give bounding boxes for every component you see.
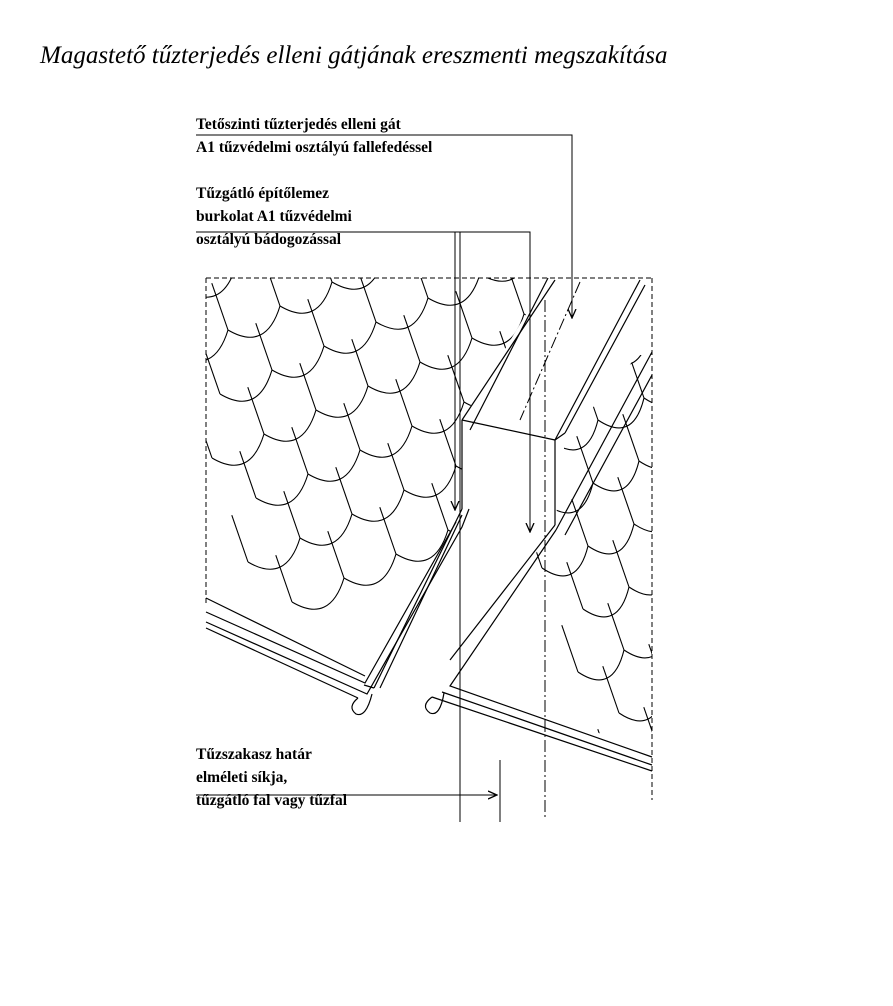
roof-tile [670, 606, 716, 636]
roof-tile [392, 170, 444, 201]
roof-tile [726, 458, 772, 488]
roof-tile [308, 450, 360, 481]
roof-tile-edge [700, 559, 716, 606]
roof-tile-edge [284, 491, 300, 538]
roof-tile-edge [396, 379, 412, 426]
roof-tile [236, 242, 288, 273]
roof-tile-edge [567, 562, 583, 609]
roof-tile-edge [588, 411, 604, 458]
roof-tile-edge [360, 275, 376, 322]
roof-tile-edge [587, 310, 603, 357]
roof-tile-edge [464, 227, 480, 274]
roof-tile-edge [256, 323, 272, 370]
roof-tile-edge [776, 159, 792, 206]
roof-tile [665, 669, 711, 699]
roof-tile [176, 330, 228, 361]
roof-tile [854, 518, 893, 548]
roof-tile-edge [659, 518, 675, 565]
roof-tile [736, 332, 782, 362]
roof-tile-edge [492, 395, 508, 442]
roof-tile [556, 34, 608, 65]
roof-tile [660, 732, 706, 762]
roof-tile-edge [690, 685, 706, 732]
roof-tile-edge [741, 600, 757, 647]
roof-tile [624, 628, 670, 658]
roof-tile-edge [715, 370, 731, 417]
roof-tile-edge [276, 555, 292, 602]
roof-tile-edge [332, 107, 348, 154]
roof-tile-edge [628, 91, 644, 138]
roof-tile-edge [612, 219, 628, 266]
roof-tile [256, 474, 308, 505]
roof-tile [547, 483, 593, 513]
roof-tile-edge [603, 666, 619, 713]
roof-tile-edge [884, 471, 893, 518]
roof-tile-edge [490, 417, 506, 464]
roof-tile-edge [124, 203, 140, 250]
roof-tile-edge [756, 411, 772, 458]
roof-tile [488, 186, 540, 217]
boundary-label-line-1: Tűzszakasz határ [196, 746, 312, 763]
roof-tile-edge [649, 644, 665, 691]
roof-tile [264, 410, 316, 441]
cladding-label-line-3: osztályú bádogozással [196, 231, 342, 248]
barrier-centerline [520, 282, 580, 818]
roof-tile [548, 98, 600, 129]
roof-tile [685, 417, 731, 447]
roof-tile-edge [572, 499, 588, 546]
roof-tile-edge [705, 496, 721, 543]
roof-tile-edge [524, 139, 540, 186]
roof-tile [504, 58, 556, 89]
roof-tile-edge [608, 603, 624, 650]
roof-tile-edge [500, 331, 516, 378]
roof-tile [296, 154, 348, 185]
roof-tile-edge [484, 459, 500, 506]
roof-tile [562, 294, 608, 324]
roof-tile-edge [708, 235, 724, 282]
right-roof-tiles [454, 159, 893, 784]
roof-tile-edge [692, 363, 708, 410]
roof-tile-edge [336, 467, 352, 514]
roof-tile [324, 322, 376, 353]
roof-tile [612, 370, 664, 401]
roof-tile-edge [562, 625, 578, 672]
roof-tile-edge [168, 243, 184, 290]
roof-tile-edge [828, 619, 844, 666]
roof-tile [706, 710, 752, 740]
roof-tile [352, 490, 404, 521]
roof-tile-edge [324, 171, 340, 218]
roof-tile-edge [684, 203, 700, 250]
roof-tile [404, 466, 456, 497]
roof-tile [772, 436, 818, 466]
roof-tile [500, 482, 552, 513]
roof-tile [695, 291, 741, 321]
roof-tile-edge [480, 99, 496, 146]
roof-tile-edge [420, 187, 436, 234]
roof-tile-edge [540, 11, 556, 58]
roof-tile-edge [328, 531, 344, 578]
roof-tile [619, 691, 665, 721]
roof-tile-edge [448, 355, 464, 402]
roof-tile-edge [848, 367, 864, 414]
roof-tile-edge [292, 427, 308, 474]
roof-tile [823, 351, 869, 381]
roof-tile-edge [376, 147, 392, 194]
roof-tile [711, 647, 757, 677]
roof-tile [584, 202, 636, 233]
roof-tile-edge [802, 389, 818, 436]
roof-tile [332, 258, 384, 289]
roof-tile [639, 439, 685, 469]
roof-tile [592, 138, 644, 169]
roof-tile-edge [380, 507, 396, 554]
roof-tile-edge [618, 477, 634, 524]
roof-tile [654, 250, 700, 280]
roof-tile [316, 386, 368, 417]
roof-tile [508, 418, 560, 449]
roof-tile-edge [232, 515, 248, 562]
roof-tile-edge [797, 452, 813, 499]
roof-tile [420, 338, 472, 369]
roof-tile [833, 225, 879, 255]
roof-tile [688, 154, 740, 185]
roof-tile [496, 122, 548, 153]
roof-tile [746, 206, 792, 236]
roof-tile-edge [664, 455, 680, 502]
roof-tile [664, 346, 716, 377]
roof-tile-edge [160, 307, 176, 354]
roof-tile-edge [746, 537, 762, 584]
roof-tile [844, 644, 890, 674]
roof-tile [762, 562, 808, 592]
roof-tile-edge [472, 163, 488, 210]
roof-tile-edge [404, 315, 420, 362]
roof-tile [376, 298, 428, 329]
roof-tile [228, 306, 280, 337]
boundary-label-line-2: elméleti síkja, [196, 769, 288, 786]
roof-tile [813, 477, 859, 507]
roof-tile [716, 584, 762, 614]
roof-tile-edge [576, 115, 592, 162]
roof-tile-edge [807, 326, 823, 373]
roof-tile-edge [308, 299, 324, 346]
roof-tile-edge [532, 75, 548, 122]
roof-tile [808, 540, 854, 570]
cladding-label-line-1: Tűzgátló építőlemez [196, 185, 330, 202]
roof-tile [192, 202, 244, 233]
roof-tile [803, 603, 849, 633]
roof-tile-edge [488, 35, 504, 82]
roof-tile [511, 379, 557, 409]
roof-tile [600, 74, 652, 105]
roof-tile-edge [272, 195, 288, 242]
roof-tile [731, 395, 777, 425]
roof-barrier-label-line-1: Tetőszinti tűzterjedés elleni gát [196, 116, 401, 133]
roof-tile-edge [456, 291, 472, 338]
roof-tile [782, 310, 828, 340]
roof-tile [700, 228, 746, 258]
roof-tile [340, 194, 392, 225]
roof-tile [244, 178, 296, 209]
roof-tile-edge [613, 540, 629, 587]
roof-tile [656, 410, 708, 441]
roof-tile-edge [598, 729, 614, 776]
roof-tile-edge [700, 299, 716, 346]
roof-tile [818, 414, 864, 444]
roof-tile-edge [730, 181, 746, 228]
roof-tile-edge [771, 222, 787, 269]
roof-tile [412, 402, 464, 433]
roof-tile-edge [679, 266, 695, 313]
roof-tile-edge [560, 243, 576, 290]
roof-tile-edge [889, 408, 893, 455]
roof-tile-edge [636, 27, 652, 74]
roof-tile-edge [280, 131, 296, 178]
roof-tile-edge [792, 515, 808, 562]
roof-tile [680, 218, 732, 249]
roof-tile [724, 258, 776, 289]
roof-tile [560, 394, 612, 425]
roof-tile-edge [454, 313, 470, 360]
roof-tile-edge [633, 288, 649, 335]
roof-tile [760, 362, 812, 393]
roof-tile [360, 426, 412, 457]
roof-tile-edge [833, 556, 849, 603]
roof-tile-edge [352, 339, 368, 386]
roof-tile-edge [212, 283, 228, 330]
roof-tile [628, 242, 680, 273]
roof-tile-edge [843, 430, 859, 477]
roof-tile-edge [620, 155, 636, 202]
roof-tile [716, 322, 768, 353]
roof-tile-edge [812, 263, 828, 310]
roof-tile-edge [751, 474, 767, 521]
roof-tile [636, 178, 688, 209]
roof-tile [344, 554, 396, 585]
roof-tile-edge [648, 323, 664, 370]
roof-tile-edge [220, 219, 236, 266]
roof-tile-edge [500, 291, 516, 338]
roof-tile [708, 386, 760, 417]
leader-lines [196, 135, 572, 795]
roof-tile-edge [584, 51, 600, 98]
roof-tile-edge [720, 307, 736, 354]
roof-tile [828, 288, 874, 318]
roof-tile [644, 376, 690, 406]
roof-tile-edge [316, 235, 332, 282]
roof-tile [864, 392, 893, 422]
roof-tile [524, 290, 576, 321]
roof-tile [540, 162, 592, 193]
roof-tile-edge [710, 433, 726, 480]
roof-tile [614, 754, 660, 784]
roof-tile-edge [654, 581, 670, 628]
roof-tile [384, 234, 436, 265]
roof-tile-edge [766, 285, 782, 332]
roof-tile [869, 329, 893, 359]
roof-tile [634, 502, 680, 532]
roof-tile [652, 50, 704, 81]
roof-tile-edge [432, 483, 448, 530]
roof-tile [292, 578, 344, 609]
roof-tile-edge [568, 179, 584, 226]
roof-tile [644, 114, 696, 145]
roof-tile-edge [736, 663, 752, 710]
roof-tile-edge [412, 251, 428, 298]
roof-tile [672, 282, 724, 313]
roof-tile-edge [782, 641, 798, 688]
roof-tile-edge [592, 0, 608, 34]
roof-tile-edge [541, 332, 557, 379]
cladding-label-line-2: burkolat A1 tűzvédelmi [196, 208, 352, 225]
roof-tile [428, 274, 480, 305]
roof-tile [798, 666, 844, 696]
roof-tile [212, 434, 264, 465]
roof-tile [288, 218, 340, 249]
roof-tile-edge [388, 443, 404, 490]
roof-tile [272, 346, 324, 377]
roof-tile-edge [669, 392, 685, 439]
roof-tile [480, 250, 532, 281]
roof-tile-edge [838, 493, 854, 540]
roof-tile-edge [672, 131, 688, 178]
roof-tile [184, 266, 236, 297]
roof-tile-edge [744, 339, 760, 386]
roof-tile [777, 373, 823, 403]
roof-tile-edge [628, 351, 644, 398]
roof-tile [757, 625, 803, 655]
roof-tile-edge [544, 371, 560, 418]
roof-tile-edge [817, 200, 833, 247]
roof-tile-edge [300, 363, 316, 410]
roof-tile [721, 521, 767, 551]
roof-tile-edge [695, 622, 711, 669]
roof-tile [859, 455, 893, 485]
roof-tile-edge [761, 348, 777, 395]
boundary-label-line-3: tűzgátló fal vagy tűzfal [196, 792, 348, 809]
roof-tile-edge [879, 534, 893, 581]
roof-tile-edge [656, 259, 672, 306]
roof-tile-edge [787, 578, 803, 625]
roof-tile [787, 247, 833, 277]
page-title: Magastető tűzterjedés elleni gátjának ereszmenti megszakítása [40, 42, 668, 69]
roof-tile [542, 546, 588, 576]
roof-tile-edge [725, 244, 741, 291]
roof-tile [849, 581, 893, 611]
roof-tile [649, 313, 695, 343]
roof-tile [741, 269, 787, 299]
roof-tile [608, 10, 660, 41]
roof-tile [220, 370, 272, 401]
roof-tile [583, 587, 629, 617]
roof-tile [436, 210, 488, 241]
roof-tile-edge [428, 123, 444, 170]
roof-tile-edge [440, 419, 456, 466]
roof-tile-edge [248, 387, 264, 434]
roof-tile-edge [384, 83, 400, 130]
roof-tile-edge [623, 414, 639, 461]
roof-tile [368, 362, 420, 393]
roof-tile [300, 514, 352, 545]
roof-barrier-label-line-2: A1 tűzvédelmi osztályú fallefedéssel [196, 139, 433, 156]
roof-tile [578, 650, 624, 680]
roof-tile-edge [638, 225, 654, 272]
roof-tile [593, 461, 639, 491]
roof-tile-edge [196, 411, 212, 458]
roof-tile-edge [264, 259, 280, 306]
roof-tile-edge [874, 597, 890, 644]
roof-tile [456, 442, 508, 473]
roof-tile-edge [344, 403, 360, 450]
roof-tile [452, 82, 504, 113]
roof-tile [248, 538, 300, 569]
roof-tile [792, 184, 838, 214]
roof-tile [752, 688, 798, 718]
roof-tile [532, 226, 584, 257]
roof-tile [620, 306, 672, 337]
roof-tile [767, 499, 813, 529]
left-roof-tiles [124, 0, 812, 609]
roof-tile-edge [176, 179, 192, 226]
roof-tile [576, 266, 628, 297]
roof-tile [552, 420, 598, 450]
roof-tile-edge [508, 267, 524, 314]
roof-tile [396, 530, 448, 561]
roof-tile [400, 106, 452, 137]
roof-tile [280, 282, 332, 313]
roof-tile-edge [853, 304, 869, 351]
roof-tile [140, 226, 192, 257]
roof-tile [690, 354, 736, 384]
roof-tile-edge [536, 435, 552, 482]
roof-tile [680, 480, 726, 510]
roof-tile-edge [368, 211, 384, 258]
roof-tile-edge [674, 329, 690, 376]
roof-tile [588, 524, 634, 554]
roof-tile-edge [546, 269, 562, 316]
roof-tile-edge [436, 59, 452, 106]
roof-tile-edge [536, 395, 552, 442]
roof-tile-edge [592, 247, 608, 294]
roof-tile [516, 316, 562, 346]
roof-tile [675, 543, 721, 573]
roof-tile-edge [228, 155, 244, 202]
roof-tile-edge [240, 451, 256, 498]
roof-tile [444, 146, 496, 177]
roof-tile-edge [664, 195, 680, 242]
